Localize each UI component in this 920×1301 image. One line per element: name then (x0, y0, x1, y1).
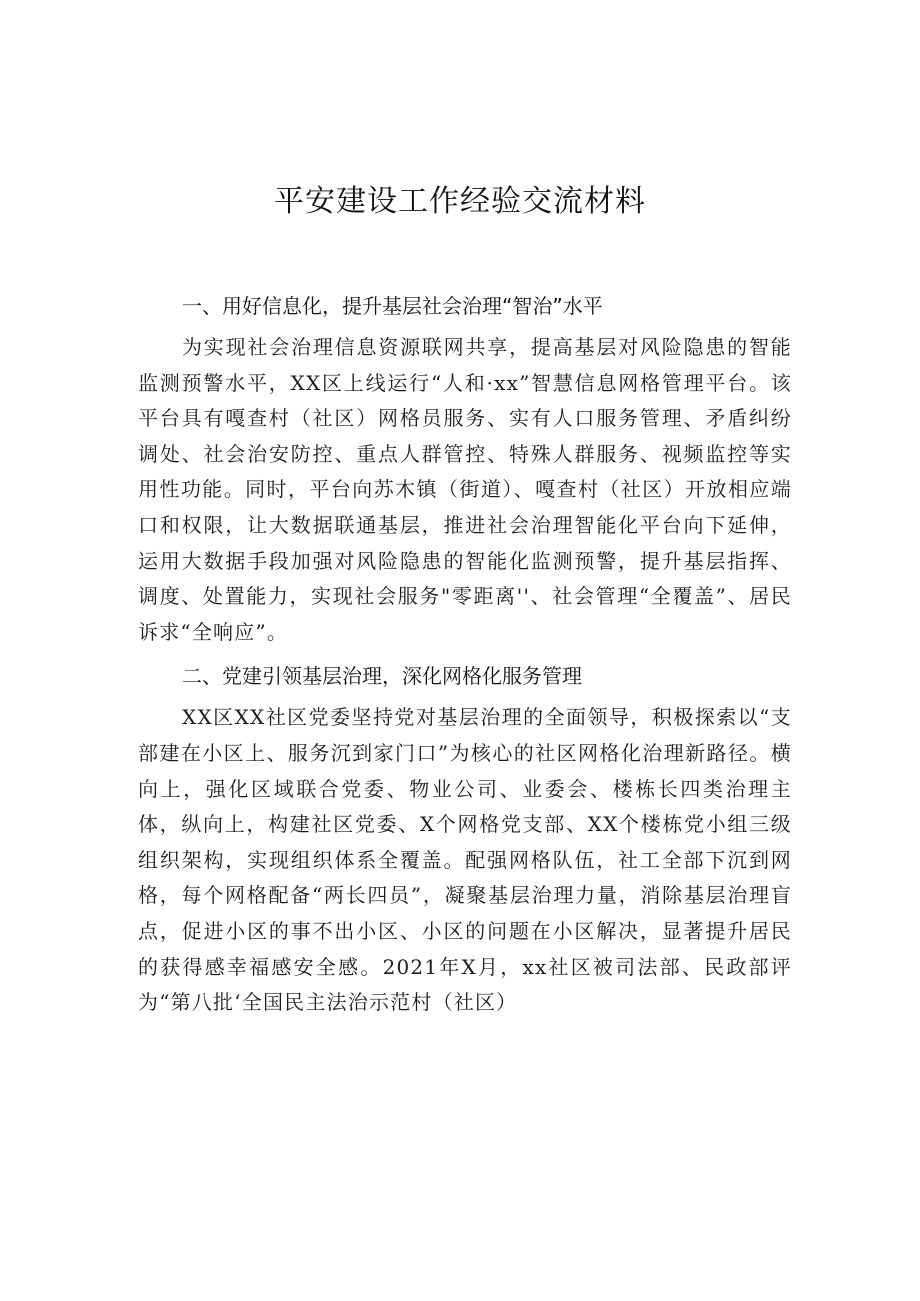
document-body (138, 288, 792, 1021)
section-heading-1: 一、用好信息化，提升基层社会治理“智治”水平 (182, 294, 603, 318)
section-paragraph-1: 为实现社会治理信息资源联网共享，提高基层对风险隐患的智能监测预警水平，XX区上线运行“人和·xx”智慧信息网格管理平台。该平台具有嘎查村（社区）网格员服务、实有人口服务管理、矛盾纠纷调处、社会治安防控、重点人群管控、特殊人群服务、视频监控等实用性功能。同时，平台向苏木镇（街道）、嘎查村（社区）开放相应端口和权限，让大数据联通基层，推进社会治理智能化平台向下延伸，运用大数据手段加强对风险隐患的智能化监测预警，提升基层指挥、调度、处置能力，实现社会服务"零距离''、社会管理“全覆盖”、居民诉求“全响应”。 (138, 335, 792, 644)
document-title: 平安建设工作经验交流材料 (274, 184, 646, 219)
section-heading-2: 二、党建引领基层治理，深化网格化服务管理 (182, 664, 582, 689)
section-paragraph-2: XX区XX社区党委坚持党对基层治理的全面领导，积极探索以“支部建在小区上、服务沉到家门口”为核心的社区网格化治理新路径。横向上，强化区域联合党委、物业公司、业委会、楼栋长四类治理主体，纵向上，构建社区党委、X个网格党支部、XX个楼栋党小组三级组织架构，实现组织体系全覆盖。配强网格队伍，社工全部下沉到网格，每个网格配备“两长四员”，凝聚基层治理力量，消除基层治理盲点，促进小区的事不出小区、小区的问题在小区解决，显著提升居民的获得感幸福感安全感。2021年X月，xx社区被司法部、民政部评为“第八批‘全国民主法治示范村（社区） (138, 705, 792, 1015)
